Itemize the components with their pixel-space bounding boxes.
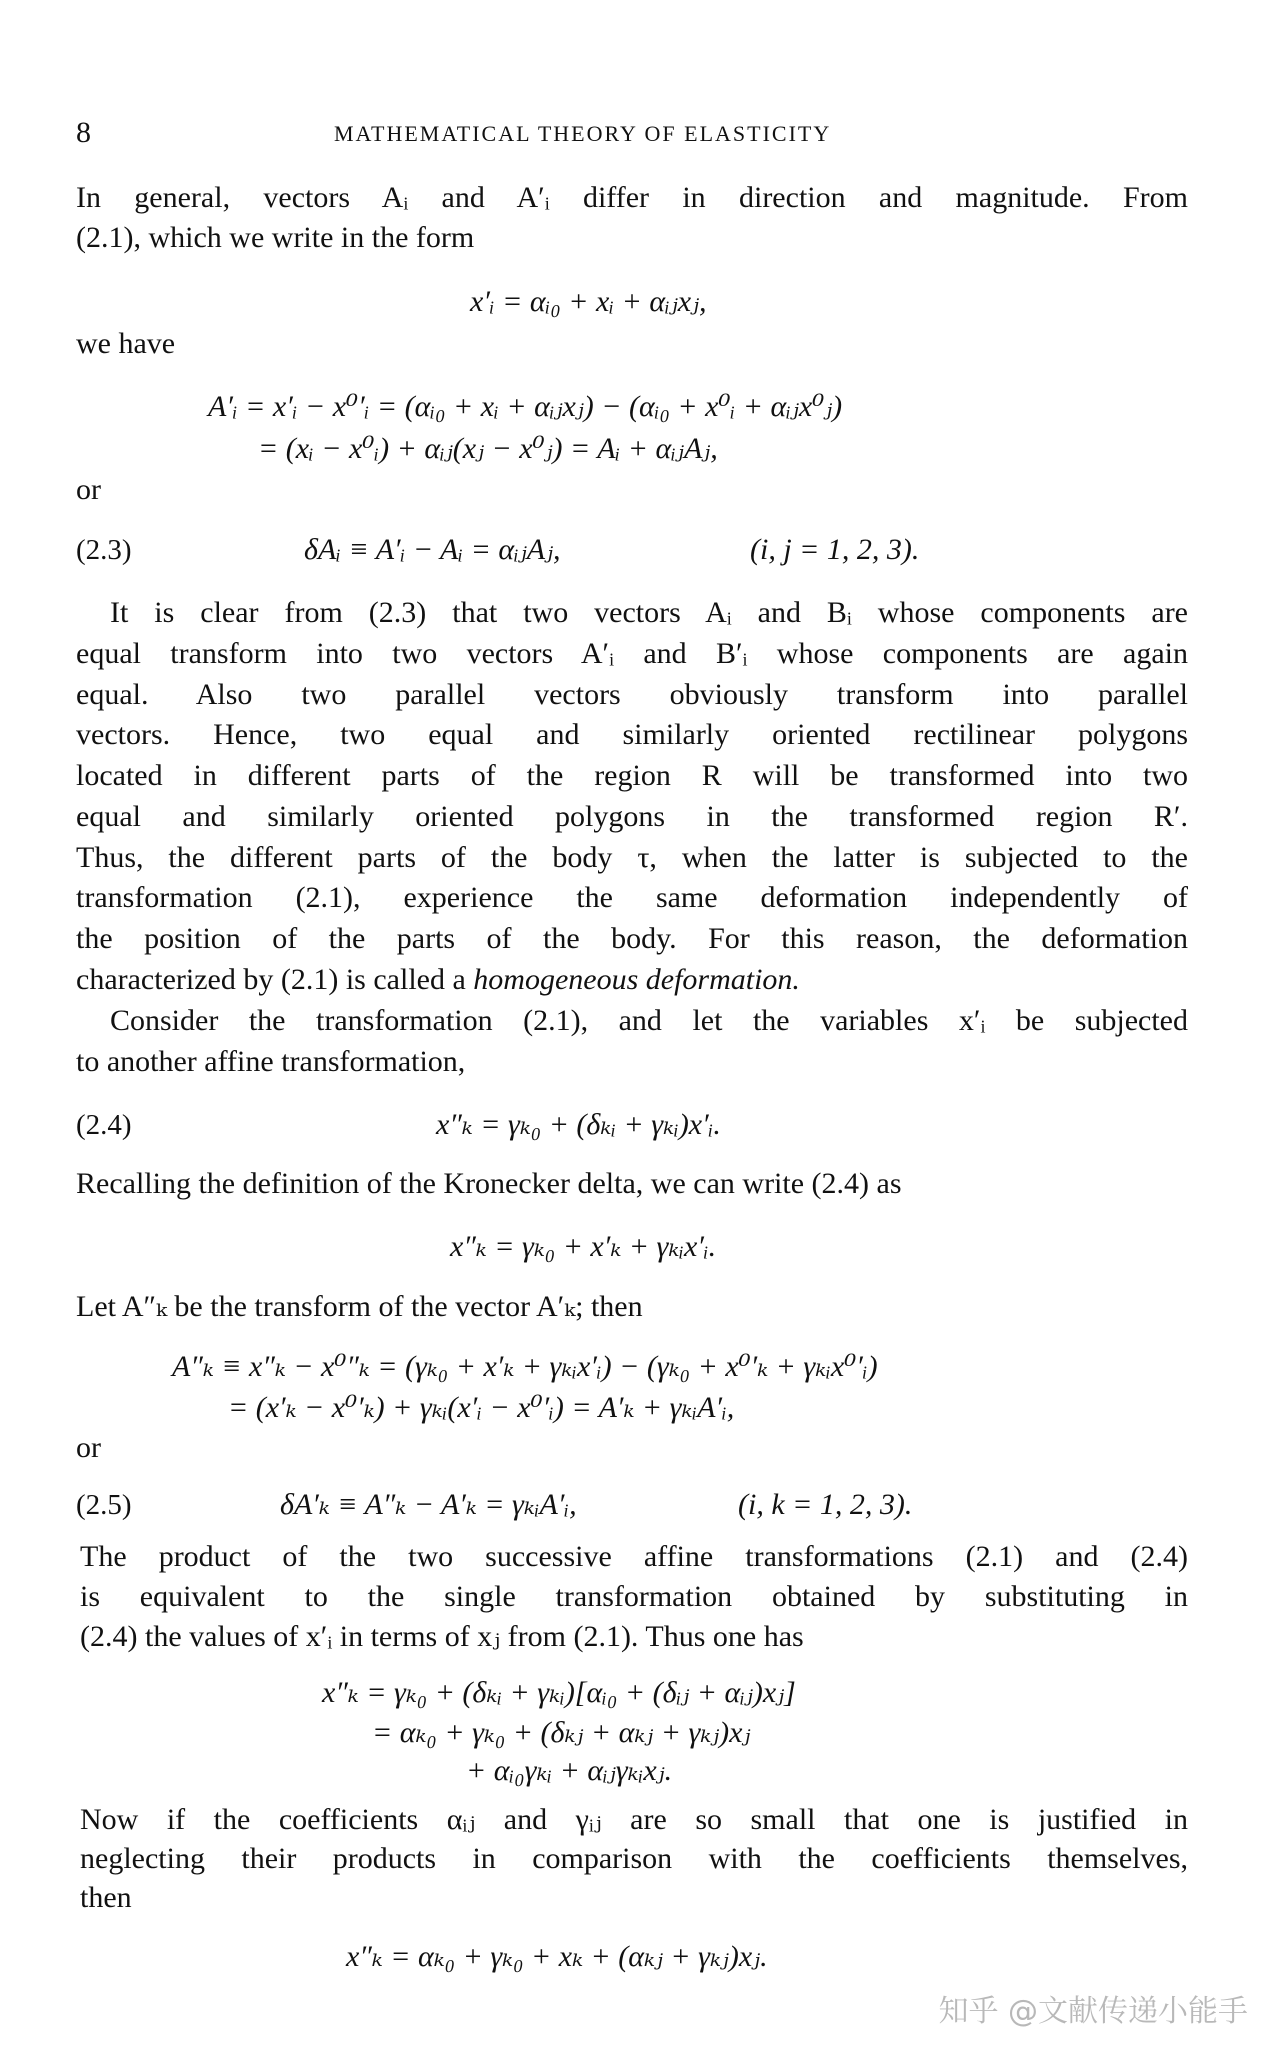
running-title: MATHEMATICAL THEORY OF ELASTICITY — [334, 121, 832, 146]
equation: = (x′ₖ − x⁰′ₖ) + γₖᵢ(x′ᵢ − x⁰′ᵢ) = A′ₖ + γₖᵢA′ᵢ, — [228, 1391, 735, 1424]
text-line: Now if the coefficients αᵢⱼ and γᵢⱼ are so small that one is justified in — [80, 1803, 1188, 1836]
text-line: The product of the two successive affine transformations (2.1) and (2.4) — [80, 1540, 1188, 1573]
equation-range: (i, k = 1, 2, 3). — [738, 1488, 913, 1521]
equation: x′ᵢ = αᵢ₀ + xᵢ + αᵢⱼxⱼ, — [470, 285, 707, 318]
text-line: In general, vectors Aᵢ and A′ᵢ differ in direction and magnitude. From — [76, 181, 1188, 214]
equation: δAᵢ ≡ A′ᵢ − Aᵢ = αᵢⱼAⱼ, — [304, 533, 561, 566]
text-line: Consider the transformation (2.1), and let the variables x′ᵢ be subjected — [110, 1004, 1188, 1037]
text-line: located in different parts of the region R will be transformed into two — [76, 759, 1188, 792]
text-line: equal and similarly oriented polygons in the transformed region R′. — [76, 800, 1188, 833]
text-line: the position of the parts of the body. For this reason, the deformation — [76, 922, 1188, 955]
equation: + αᵢ₀γₖᵢ + αᵢⱼγₖᵢxⱼ. — [466, 1754, 673, 1787]
text-line: vectors. Hence, two equal and similarly oriented rectilinear polygons — [76, 718, 1188, 751]
equation-range: (i, j = 1, 2, 3). — [750, 533, 920, 566]
text-line: transformation (2.1), experience the same deformation independently of — [76, 881, 1188, 914]
equation: δA′ₖ ≡ A″ₖ − A′ₖ = γₖᵢA′ᵢ, — [280, 1488, 577, 1521]
text-line: It is clear from (2.3) that two vectors Aᵢ and Bᵢ whose components are — [110, 596, 1188, 629]
text-line: or — [76, 473, 101, 506]
text-line: then — [80, 1881, 132, 1914]
equation-number: (2.5) — [76, 1489, 132, 1521]
equation: A″ₖ ≡ x″ₖ − x⁰″ₖ = (γₖ₀ + x′ₖ + γₖᵢx′ᵢ) − (γₖ₀ + x⁰′ₖ + γₖᵢx⁰′ᵢ) — [172, 1350, 878, 1383]
text-line: equal transform into two vectors A′ᵢ and B′ᵢ whose components are again — [76, 637, 1188, 670]
text-line: is equivalent to the single transformation obtained by substituting in — [80, 1580, 1188, 1613]
text-line: we have — [76, 327, 176, 360]
text-line: Thus, the different parts of the body τ, when the latter is subjected to the — [76, 841, 1188, 874]
equation: x″ₖ = αₖ₀ + γₖ₀ + xₖ + (αₖⱼ + γₖⱼ)xⱼ. — [346, 1940, 768, 1973]
equation: A′ᵢ = x′ᵢ − x⁰′ᵢ = (αᵢ₀ + xᵢ + αᵢⱼxⱼ) − (αᵢ₀ + x⁰ᵢ + αᵢⱼx⁰ⱼ) — [208, 390, 843, 423]
text-span: characterized by (2.1) is called a — [76, 963, 474, 996]
text-line: Recalling the definition of the Kronecker delta, we can write (2.4) as — [76, 1167, 902, 1200]
text-line: (2.4) the values of x′ᵢ in terms of xⱼ from (2.1). Thus one has — [80, 1620, 804, 1653]
text-line: equal. Also two parallel vectors obviously transform into parallel — [76, 678, 1188, 711]
watermark: 知乎 @文献传递小能手 — [938, 1994, 1248, 2029]
equation: x″ₖ = γₖ₀ + x′ₖ + γₖᵢx′ᵢ. — [450, 1230, 717, 1263]
text-line: to another affine transformation, — [76, 1045, 466, 1078]
equation-number: (2.3) — [76, 534, 132, 566]
equation: x″ₖ = γₖ₀ + (δₖᵢ + γₖᵢ)[αᵢ₀ + (δᵢⱼ + αᵢⱼ)xⱼ] — [322, 1676, 796, 1709]
text-line: or — [76, 1431, 101, 1464]
text-line: Let A″ₖ be the transform of the vector A′ₖ; then — [76, 1290, 643, 1323]
equation: = (xᵢ − x⁰ᵢ) + αᵢⱼ(xⱼ − x⁰ⱼ) = Aᵢ + αᵢⱼAⱼ, — [258, 432, 718, 465]
italic-term: homogeneous deformation. — [473, 963, 800, 996]
equation: x″ₖ = γₖ₀ + (δₖᵢ + γₖᵢ)x′ᵢ. — [436, 1108, 721, 1141]
equation: = αₖ₀ + γₖ₀ + (δₖⱼ + αₖⱼ + γₖⱼ)xⱼ — [372, 1716, 751, 1749]
equation-number: (2.4) — [76, 1109, 132, 1141]
text-line — [76, 961, 1188, 999]
text-line: (2.1), which we write in the form — [76, 221, 475, 254]
page-number: 8 — [76, 116, 91, 149]
text-line: neglecting their products in comparison with the coefficients themselves, — [80, 1842, 1188, 1875]
